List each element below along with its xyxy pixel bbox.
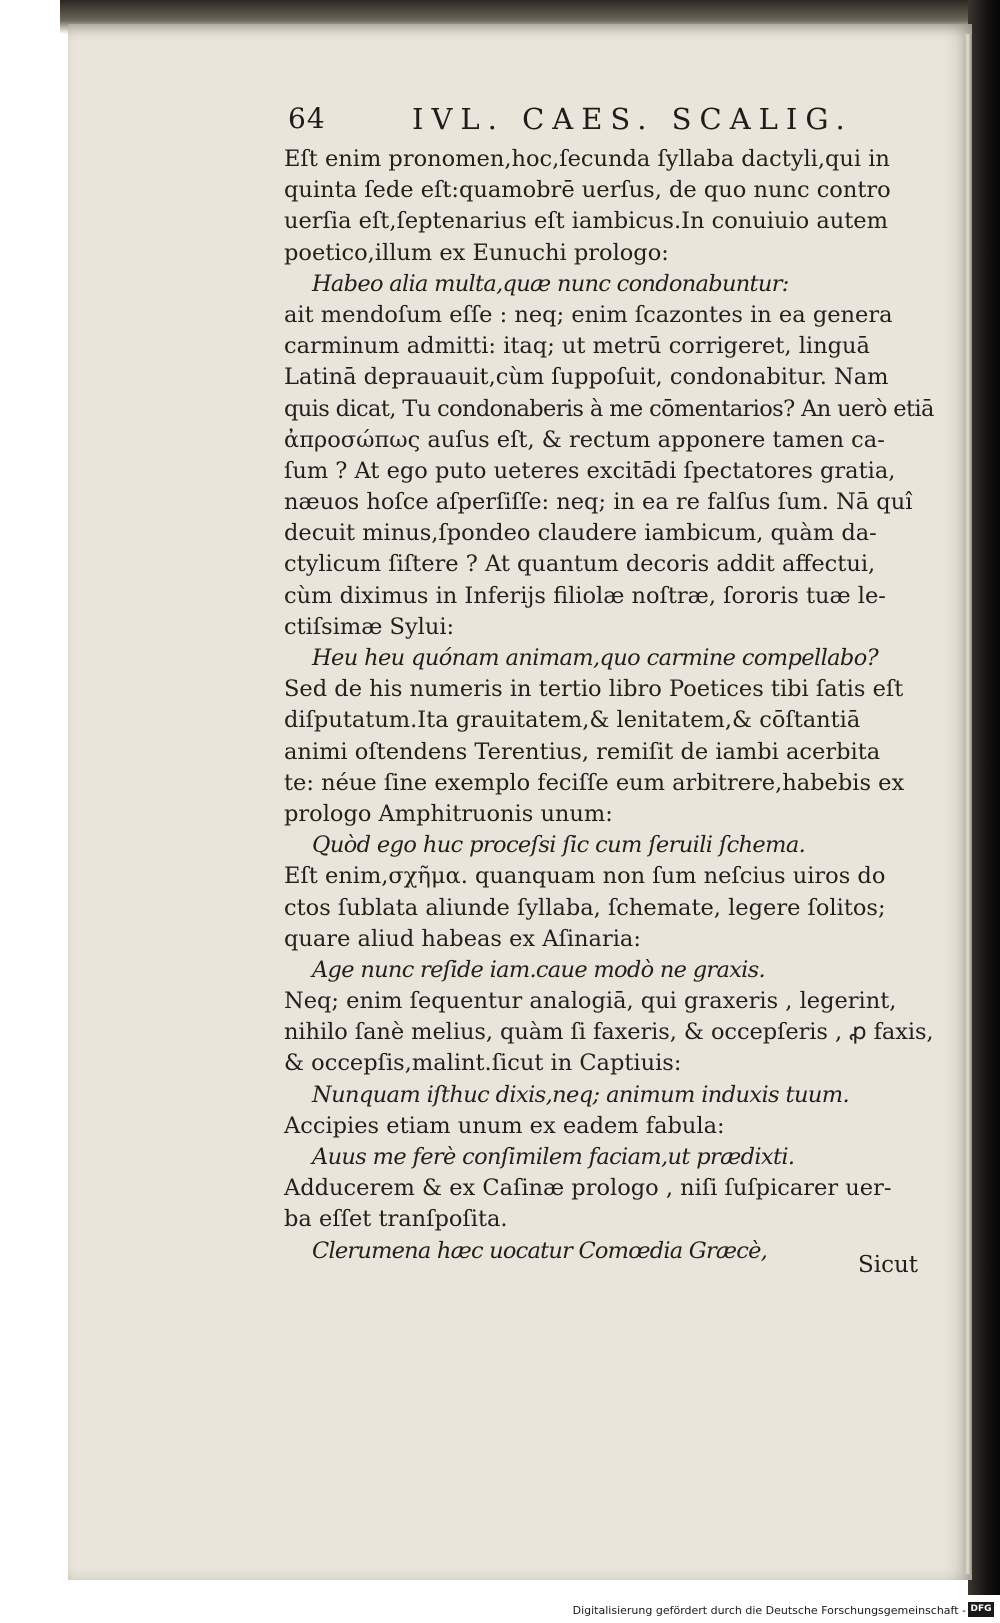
- verse-line: Nunquam iſthuc dixis,neq; animum induxis tuum.: [312, 1081, 849, 1108]
- verse-line: Habeo alia multa,quæ nunc condonabuntur:: [312, 270, 789, 297]
- book-binding: [968, 0, 1000, 1623]
- body-text: [284, 144, 934, 1267]
- text-line: ait mendoſum eſſe : neq; enim ſcazontes in ea genera: [284, 301, 893, 328]
- verse-line: Clerumena hæc uocatur Comœdia Græcè,: [312, 1237, 768, 1264]
- page-edge: [964, 34, 972, 1574]
- text-line: quinta ſede eſt:quamobrē uerſus, de quo nunc contro: [284, 177, 891, 204]
- text-line: & occepſis,malint.ſicut in Captiuis:: [284, 1050, 682, 1077]
- text-line: cùm diximus in Inferijs filiolæ noſtræ, ſororis tuæ le-: [284, 582, 886, 609]
- verse-line: Age nunc reſide iam.caue modò ne graxis.: [312, 956, 765, 983]
- running-title: IVL. CAES. SCALIG.: [412, 102, 853, 136]
- text-line: Eſt enim,σχῆμα. quanquam non ſum neſcius uiros do: [284, 863, 886, 890]
- text-line: Sed de his numeris in tertio libro Poetices tibi ſatis eſt: [284, 676, 904, 703]
- page-number: 64: [288, 102, 326, 135]
- text-line: ba eſſet tranſpoſita.: [284, 1206, 508, 1233]
- text-line: prologo Amphitruonis unum:: [284, 800, 613, 827]
- text-line: Accipies etiam unum ex eadem fabula:: [284, 1112, 725, 1139]
- text-line: ctiſsimæ Sylui:: [284, 613, 455, 640]
- text-line: Latinā deprauauit,cùm ſuppoſuit, condonabitur. Nam: [284, 364, 889, 391]
- text-line: næuos hoſce aſperſiſſe: neq; in ea re falſus ſum. Nā quî: [284, 489, 913, 516]
- text-line: animi oſtendens Terentius, remiſit de iambi acerbita: [284, 738, 881, 765]
- text-line: carminum admitti: itaq; ut metrū corrigeret, linguā: [284, 333, 870, 360]
- text-line: Eſt enim pronomen,hoc,ſecunda ſyllaba dactyli,qui in: [284, 146, 890, 172]
- text-line: uerſia eſt,ſeptenarius eſt iambicus.In conuiuio autem: [284, 208, 888, 235]
- running-head: [288, 98, 853, 148]
- text-line: quis dicat, Tu condonaberis à me cōmentarios? An uerò etiā: [284, 395, 934, 422]
- text-line: te: néue ſine exemplo feciſſe eum arbitrere,habebis ex: [284, 769, 905, 796]
- text-line: Neq; enim ſequentur analogiā, qui graxeris , legerint,: [284, 988, 897, 1015]
- text-line: diſputatum.Ita grauitatem,& lenitatem,& cōſtantiā: [284, 707, 861, 734]
- text-line: ctylicum ſiſtere ? At quantum decoris addit affectui,: [284, 551, 876, 578]
- verse-line: Quòd ego huc proceſsi ſic cum ſeruili ſchema.: [312, 832, 806, 859]
- dfg-logo: DFG: [968, 1602, 994, 1617]
- text-line: decuit minus,ſpondeo claudere iambicum, quàm da-: [284, 520, 877, 547]
- text-line: poetico,illum ex Eunuchi prologo:: [284, 239, 669, 266]
- text-line: nihilo ſanè melius, quàm ſi faxeris, & occepſeris , ꝓ faxis,: [284, 1019, 934, 1046]
- text-line: ſum ? At ego puto ueteres excitādi ſpectatores gratia,: [284, 457, 896, 484]
- verse-line: Heu heu quónam animam,quo carmine compellabo?: [312, 645, 879, 671]
- text-line: quare aliud habeas ex Aſinaria:: [284, 925, 641, 952]
- footer-credit: Digitalisierung gefördert durch die Deutsche Forschungsgemeinschaft -: [572, 1604, 966, 1617]
- text-line: ἀπροσώπως auſus eſt, & rectum apponere tamen ca-: [284, 426, 885, 453]
- verse-line: Auus me ferè conſimilem faciam,ut prædixti.: [312, 1144, 795, 1170]
- catchword: Sicut: [858, 1252, 919, 1278]
- text-line: Adducerem & ex Caſinæ prologo , niſi ſuſpicarer uer-: [284, 1175, 892, 1202]
- text-line: ctos ſublata aliunde ſyllaba, ſchemate, legere ſolitos;: [284, 894, 886, 921]
